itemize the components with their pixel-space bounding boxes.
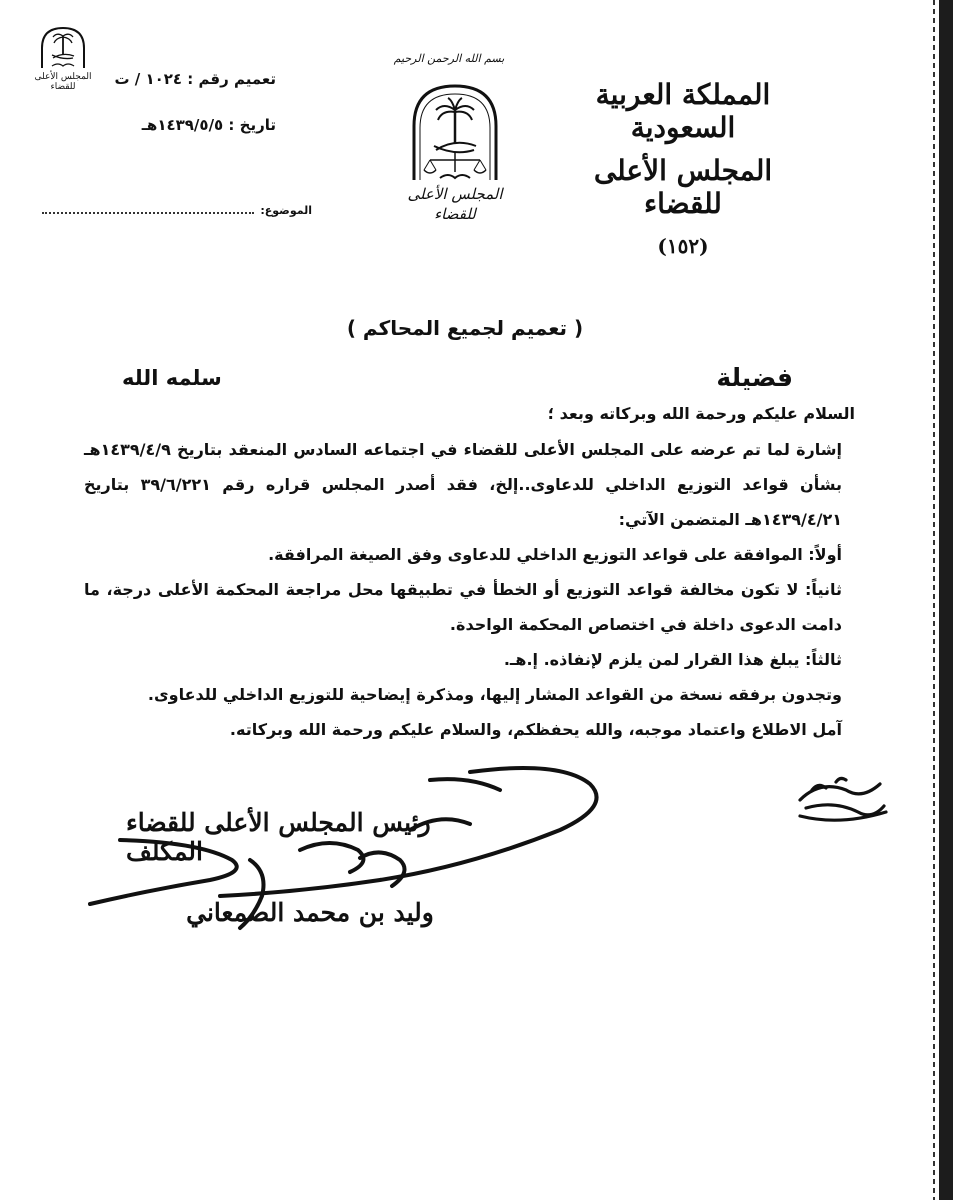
emblem-caption: المجلس الأعلى للقضاء [407,185,503,223]
body-paragraph-attachment: وتجدون برفقه نسخة من القواعد المشار إليها، ومذكرة إيضاحية للتوزيع الداخلي للدعاوى. [147,685,842,704]
council-name: المجلس الأعلى للقضاء [593,154,773,220]
body-paragraph-intro: إشارة لما تم عرضه على المجلس الأعلى للقضاء في اجتماعه السادس المنعقد بتاريخ ١٤٣٩/٤/٩هـ بشأن قواعد التوزيع الداخلي للدعاوى..إلخ، فقد أصدر المجلس قراره رقم ٣٩/٦/٢٢١ بتاريخ ١٤٣٩/٤/٢١هـ المتضمن الآتي: [84,440,842,529]
addressee-blessing: سلمه الله [122,366,222,390]
resolution-item-third: ثالثاً: يبلغ هذا القرار لمن يلزم لإنفاذه. إ.هـ. [503,650,842,669]
resolution-item-first: أولاً: الموافقة على قواعد التوزيع الداخلي للدعاوى وفق الصيغة المرافقة. [268,545,842,564]
handwritten-initials [800,778,886,820]
letterhead-code: (١٥٢) [657,234,709,258]
signatory-title: رئيس المجلس الأعلى للقضاء المكلف [126,808,431,866]
kingdom-name: المملكة العربية السعودية [595,78,771,144]
circular-number: تعميم رقم : ١٠٢٤ / ت [114,70,276,88]
document-title: ( تعميم لجميع المحاكم ) [346,316,584,340]
circular-date: تاريخ : ١٤٣٩/٥/٥هـ [141,116,276,134]
salutation: السلام عليكم ورحمة الله وبركاته وبعد ؛ [547,404,855,423]
resolution-item-second: ثانياً: لا تكون مخالفة قواعد التوزيع أو الخطأ في تطبيقها محل مراجعة المحكمة الأعلى درجة، ما دامت الدعوى داخلة في اختصاص المحكمة الواحدة. [84,580,842,634]
signatory-name: وليد بن محمد الصمعاني [186,898,434,927]
small-emblem-caption: المجلس الأعلى للقضاء [34,72,92,92]
body-paragraph-closing: آمل الاطلاع واعتماد موجبه، والله يحفظكم، والسلام عليكم ورحمة الله وبركاته. [229,720,842,739]
handwritten-signature [90,768,597,928]
addressee-honorific: فضيلة [716,363,793,392]
basmala: بسم الله الرحمن الرحيم [393,52,505,65]
subject-label: الموضوع: [260,204,312,217]
